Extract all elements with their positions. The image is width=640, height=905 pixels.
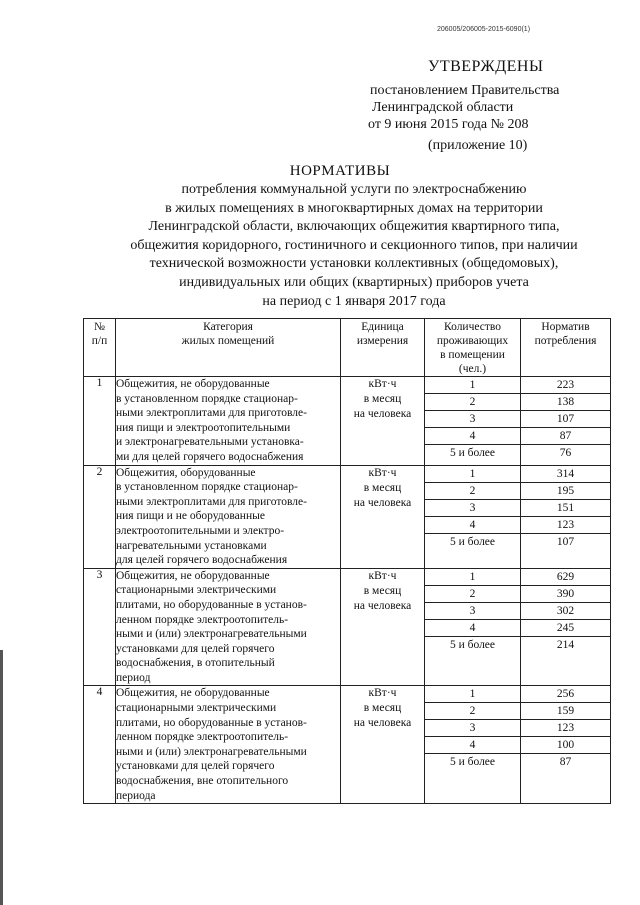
norm-cell: 195	[521, 482, 610, 499]
row-number: 1	[84, 377, 116, 466]
count-cell: 5 и более	[449, 535, 496, 548]
row-norms	[521, 465, 611, 568]
norm-cell: 314	[521, 466, 610, 483]
row-unit: кВт·ч в месяц на человека	[341, 465, 425, 568]
norm-cell: 214	[556, 638, 575, 651]
row-norms	[521, 568, 611, 686]
header-category: Категория жилых помещений	[116, 319, 341, 377]
subtitle-line: Ленинградской области, включающих общежития квартирного типа,	[148, 219, 560, 235]
table-row	[84, 686, 611, 804]
row-category: Общежития, оборудованные в установленном порядке стационар- ными электроплитами для приготовле- ния пищи и не оборудованные электроотопительными и электро- нагревательными установками для целей горячего водоснабжения	[116, 465, 341, 568]
norm-cell: 390	[521, 585, 610, 602]
count-cell: 3	[425, 411, 520, 428]
norm-cell: 245	[521, 619, 610, 636]
subtitle-line: на период с 1 января 2017 года	[262, 293, 446, 309]
approved-line: постановлением Правительства	[370, 83, 560, 98]
scan-edge-mark	[0, 650, 3, 905]
count-cell: 3	[425, 720, 520, 737]
count-cell: 5 и более	[449, 638, 496, 651]
row-number: 3	[84, 568, 116, 686]
row-counts	[425, 465, 521, 568]
norm-cell: 123	[521, 720, 610, 737]
table-header-row	[84, 319, 611, 377]
header-norm: Норматив потребления	[521, 319, 611, 377]
table-row	[84, 568, 611, 686]
row-category: Общежития, не оборудованные в установленном порядке стационар- ными электроплитами для приготовле- ния пищи и электроотопительными и электронагревательными установка- ми для целей горячего водоснабжения	[116, 377, 341, 466]
subtitle-line: общежития коридорного, гостиничного и секционного типов, при наличии	[130, 237, 578, 253]
header-num: № п/п	[84, 319, 116, 377]
row-counts	[425, 377, 521, 466]
subtitle-line: индивидуальных или общих (квартирных) приборов учета	[179, 274, 529, 290]
header-unit: Единица измерения	[341, 319, 425, 377]
count-cell: 3	[425, 499, 520, 516]
norm-cell: 138	[521, 394, 610, 411]
row-unit: кВт·ч в месяц на человека	[341, 686, 425, 804]
norm-cell: 223	[521, 377, 610, 394]
approved-line: от 9 июня 2015 года № 208	[368, 117, 529, 132]
row-category: Общежития, не оборудованные стационарными электрическими плитами, но оборудованные в установ- ленном порядке электроотопитель- ными и (или) электронагревательными установками для целей горячего водоснабжения, в отопительный период	[116, 568, 341, 686]
norm-cell: 123	[521, 516, 610, 533]
approved-line: Ленинградской области	[372, 100, 514, 115]
norm-cell: 159	[521, 703, 610, 720]
document-title: НОРМАТИВЫ	[289, 163, 391, 179]
approval-block	[366, 58, 606, 154]
table-row	[84, 465, 611, 568]
count-cell: 4	[425, 428, 520, 445]
norm-cell: 107	[521, 411, 610, 428]
document-id: 206005/206005-2015-6090(1)	[437, 26, 531, 33]
count-cell: 4	[425, 516, 520, 533]
count-cell: 1	[425, 466, 520, 483]
count-cell: 2	[425, 482, 520, 499]
norm-cell: 256	[521, 686, 610, 703]
count-cell: 2	[425, 394, 520, 411]
count-cell: 5 и более	[449, 447, 496, 459]
count-cell: 1	[425, 377, 520, 394]
count-cell: 1	[425, 569, 520, 586]
row-unit: кВт·ч в месяц на человека	[341, 568, 425, 686]
norm-cell: 87	[521, 428, 610, 445]
count-cell: 2	[425, 703, 520, 720]
subtitle-line: технической возможности установки коллективных (общедомовых),	[149, 256, 559, 272]
subtitle-line: потребления коммунальной услуги по электроснабжению	[181, 182, 527, 197]
row-norms	[521, 686, 611, 804]
count-cell: 3	[425, 602, 520, 619]
count-cell: 4	[425, 737, 520, 754]
approved-title: УТВЕРЖДЕНЫ	[428, 58, 544, 75]
approved-line: (приложение 10)	[428, 138, 528, 153]
row-number: 4	[84, 686, 116, 804]
row-category: Общежития, не оборудованные стационарными электрическими плитами, но оборудованные в установ- ленном порядке электроотопитель- ными и (или) электронагревательными установками для целей горячего водоснабжения, вне отопительного периода	[116, 686, 341, 804]
row-counts	[425, 568, 521, 686]
norms-table	[83, 318, 611, 804]
header-count: Количество проживающих в помещении (чел.)	[425, 319, 521, 377]
row-number: 2	[84, 465, 116, 568]
norm-cell: 87	[559, 756, 572, 769]
count-cell: 5 и более	[449, 756, 496, 769]
count-cell: 2	[425, 585, 520, 602]
norm-cell: 302	[521, 602, 610, 619]
document-subtitle	[94, 181, 614, 311]
row-unit: кВт·ч в месяц на человека	[341, 377, 425, 466]
table-row	[84, 377, 611, 466]
row-norms	[521, 377, 611, 466]
norm-cell: 629	[521, 569, 610, 586]
norm-cell: 107	[556, 535, 575, 548]
norm-cell: 151	[521, 499, 610, 516]
row-counts	[425, 686, 521, 804]
subtitle-line: в жилых помещениях в многоквартирных домах на территории	[165, 200, 543, 216]
count-cell: 1	[425, 686, 520, 703]
count-cell: 4	[425, 619, 520, 636]
norm-cell: 76	[559, 447, 572, 459]
norm-cell: 100	[521, 737, 610, 754]
